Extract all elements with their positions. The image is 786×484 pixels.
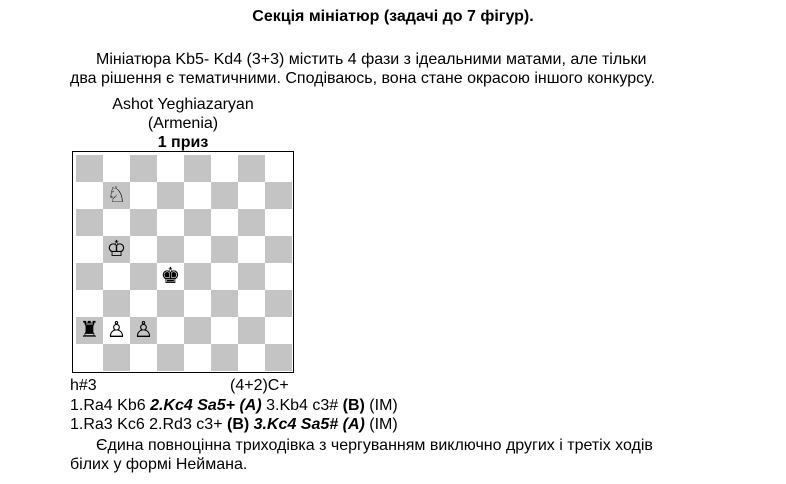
board-square-a7: [76, 182, 103, 209]
board-square-f7: [211, 182, 238, 209]
board-square-c5: [130, 236, 157, 263]
board-square-d5: [157, 236, 184, 263]
board-square-b8: [103, 155, 130, 182]
board-square-g5: [238, 236, 265, 263]
solution-2-im: (IM): [364, 416, 398, 433]
board-square-a6: [76, 209, 103, 236]
black-king-icon: ♚: [160, 264, 181, 289]
board-square-a4: [76, 263, 103, 290]
chess-board: [72, 151, 294, 373]
board-square-a5: [76, 236, 103, 263]
board-square-h7: [265, 182, 292, 209]
board-square-f8: [211, 155, 238, 182]
board-square-g3: [238, 290, 265, 317]
board-square-b4: [103, 263, 130, 290]
solution-1-mate: 3.Kb4 c3#: [261, 397, 343, 414]
solution-line-2: [70, 415, 398, 434]
board-square-h6: [265, 209, 292, 236]
award-label: 1 приз: [157, 134, 209, 151]
board-square-d2: [157, 317, 184, 344]
board-square-b1: [103, 344, 130, 371]
board-square-c4: [130, 263, 157, 290]
board-square-f5: [211, 236, 238, 263]
board-square-c3: [130, 290, 157, 317]
white-pawn-icon: ♙: [133, 318, 154, 343]
author-country: (Armenia): [147, 115, 219, 132]
board-square-e2: [184, 317, 211, 344]
board-square-d6: [157, 209, 184, 236]
board-square-e8: [184, 155, 211, 182]
board-square-g7: [238, 182, 265, 209]
board-square-c6: [130, 209, 157, 236]
board-square-e4: [184, 263, 211, 290]
board-square-e3: [184, 290, 211, 317]
solution-2-mate: 3.Kc4 Sa5#: [253, 416, 343, 433]
intro-line-2: два рішення є тематичними. Сподіваюсь, вона стане окрасою іншого конкурсу.: [70, 70, 655, 87]
board-square-g1: [238, 344, 265, 371]
board-square-c8: [130, 155, 157, 182]
board-square-g6: [238, 209, 265, 236]
comment-line-1: Єдина повноцінна триходівка з чергуванням виключно других і третіх ходів: [96, 437, 653, 454]
board-square-f4: [211, 263, 238, 290]
section-heading: Секція мініатюр (задачі до 7 фігур).: [252, 8, 534, 25]
solution-1-theme-b: (B): [342, 397, 365, 414]
board-square-f2: [211, 317, 238, 344]
black-rook-icon: ♜: [79, 318, 100, 343]
board-square-f3: [211, 290, 238, 317]
board-square-d3: [157, 290, 184, 317]
board-square-e1: [184, 344, 211, 371]
board-square-g4: [238, 263, 265, 290]
stipulation: h#3: [70, 377, 97, 394]
board-square-h4: [265, 263, 292, 290]
solution-line-1: [70, 396, 398, 415]
board-square-h3: [265, 290, 292, 317]
board-square-f1: [211, 344, 238, 371]
solution-1-im: (IM): [364, 397, 398, 414]
board-square-f6: [211, 209, 238, 236]
board-square-h5: [265, 236, 292, 263]
solution-2-moves: 1.Ra3 Kc6 2.Rd3 c3+: [70, 416, 227, 433]
board-square-b3: [103, 290, 130, 317]
solution-1-theme-a: 2.Kc4 Sa5+ (A): [150, 397, 262, 414]
author-name: Ashot Yeghiazaryan: [112, 96, 254, 113]
board-square-e6: [184, 209, 211, 236]
board-square-g8: [238, 155, 265, 182]
board-square-e7: [184, 182, 211, 209]
board-square-e5: [184, 236, 211, 263]
board-square-b6: [103, 209, 130, 236]
solution-2-theme-b: (B): [226, 416, 250, 433]
comment-line-2: білих у формі Неймана.: [70, 456, 248, 473]
white-king-icon: ♔: [106, 237, 127, 262]
board-square-h2: [265, 317, 292, 344]
white-knight-icon: ♘: [106, 183, 127, 208]
board-square-a8: [76, 155, 103, 182]
solution-1-moves: 1.Ra4 Kb6: [70, 397, 151, 414]
board-square-d7: [157, 182, 184, 209]
board-square-a3: [76, 290, 103, 317]
white-pawn-icon: ♙: [106, 318, 127, 343]
board-square-g2: [238, 317, 265, 344]
intro-line-1: Мініатюра Kb5- Kd4 (3+3) містить 4 фази з ідеальними матами, але тільки: [96, 51, 647, 68]
board-square-d1: [157, 344, 184, 371]
board-square-h1: [265, 344, 292, 371]
board-square-h8: [265, 155, 292, 182]
board-square-a1: [76, 344, 103, 371]
solution-2-theme-a: (A): [342, 416, 365, 433]
board-square-c7: [130, 182, 157, 209]
board-square-c1: [130, 344, 157, 371]
board-square-d8: [157, 155, 184, 182]
piece-count: (4+2)C+: [230, 377, 289, 394]
